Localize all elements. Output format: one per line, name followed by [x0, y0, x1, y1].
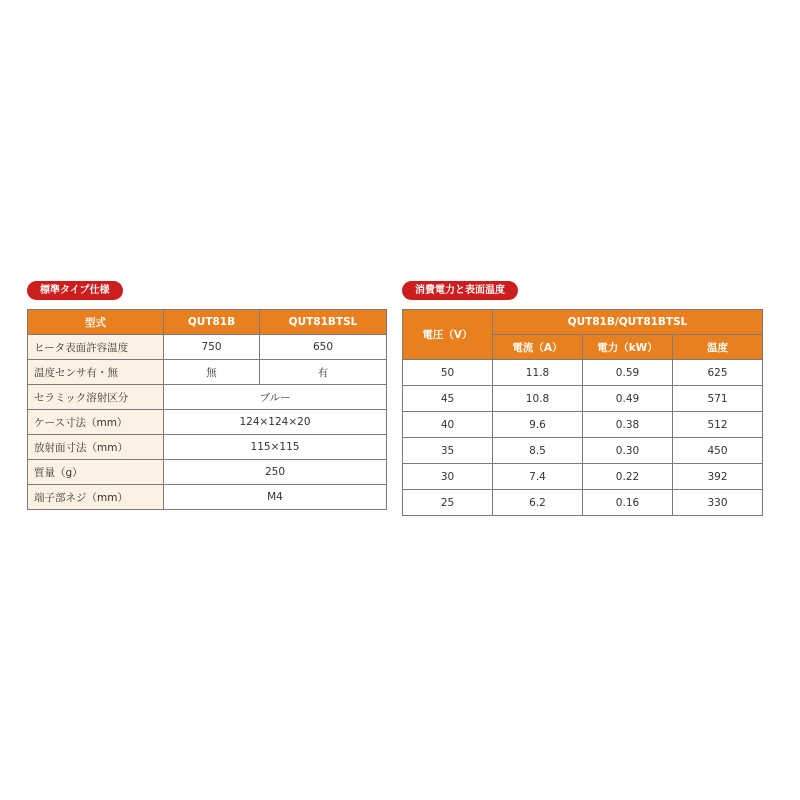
- spec-header-qut81b: QUT81B: [164, 310, 260, 335]
- table-row: [28, 360, 387, 385]
- table-row: [403, 386, 763, 412]
- power-cell: 6.2: [493, 490, 583, 516]
- power-cell: 0.22: [583, 464, 673, 490]
- power-cell: 0.49: [583, 386, 673, 412]
- power-cell: 512: [673, 412, 763, 438]
- power-header-voltage: 電圧（V）: [403, 310, 493, 360]
- spec-cell: M4: [164, 485, 387, 510]
- power-table: [402, 309, 763, 516]
- power-header-group: QUT81B/QUT81BTSL: [493, 310, 763, 335]
- table-row: [28, 485, 387, 510]
- power-cell: 0.30: [583, 438, 673, 464]
- power-cell: 7.4: [493, 464, 583, 490]
- spec-row-label: 端子部ネジ（mm）: [28, 485, 164, 510]
- power-cell: 45: [403, 386, 493, 412]
- spec-row-label: 質量（g）: [28, 460, 164, 485]
- table-row: [28, 435, 387, 460]
- spec-cell: 115×115: [164, 435, 387, 460]
- power-cell: 8.5: [493, 438, 583, 464]
- table-row: [403, 412, 763, 438]
- table-row: [403, 360, 763, 386]
- spec-row-label: ケース寸法（mm）: [28, 410, 164, 435]
- power-cell: 35: [403, 438, 493, 464]
- spec-cell: ブルー: [164, 385, 387, 410]
- power-cell: 0.16: [583, 490, 673, 516]
- power-header-current: 電流（A）: [493, 335, 583, 360]
- power-section-badge: 消費電力と表面温度: [402, 281, 518, 300]
- power-header-temperature: 温度: [673, 335, 763, 360]
- spec-cell: 250: [164, 460, 387, 485]
- spec-cell: 650: [260, 335, 387, 360]
- power-cell: 392: [673, 464, 763, 490]
- table-row: [28, 335, 387, 360]
- table-row: [28, 410, 387, 435]
- table-row: [403, 438, 763, 464]
- table-row: [28, 385, 387, 410]
- power-cell: 571: [673, 386, 763, 412]
- power-cell: 0.38: [583, 412, 673, 438]
- power-cell: 9.6: [493, 412, 583, 438]
- power-header-row: [403, 310, 763, 335]
- power-header-power: 電力（kW）: [583, 335, 673, 360]
- spec-row-label: 放射面寸法（mm）: [28, 435, 164, 460]
- spec-cell: 有: [260, 360, 387, 385]
- spec-row-label: セラミック溶射区分: [28, 385, 164, 410]
- power-cell: 40: [403, 412, 493, 438]
- spec-section-badge: 標準タイプ仕様: [27, 281, 123, 300]
- spec-cell: 124×124×20: [164, 410, 387, 435]
- spec-cell: 750: [164, 335, 260, 360]
- power-cell: 330: [673, 490, 763, 516]
- power-cell: 625: [673, 360, 763, 386]
- table-row: [403, 490, 763, 516]
- power-cell: 25: [403, 490, 493, 516]
- power-cell: 11.8: [493, 360, 583, 386]
- spec-row-label: ヒータ表面許容温度: [28, 335, 164, 360]
- power-cell: 30: [403, 464, 493, 490]
- power-cell: 0.59: [583, 360, 673, 386]
- spec-header-row: [28, 310, 387, 335]
- power-cell: 450: [673, 438, 763, 464]
- table-row: [403, 464, 763, 490]
- table-row: [28, 460, 387, 485]
- spec-header-model: 型式: [28, 310, 164, 335]
- spec-row-label: 温度センサ有・無: [28, 360, 164, 385]
- power-cell: 50: [403, 360, 493, 386]
- spec-header-qut81btsl: QUT81BTSL: [260, 310, 387, 335]
- spec-cell: 無: [164, 360, 260, 385]
- spec-table: [27, 309, 387, 510]
- power-cell: 10.8: [493, 386, 583, 412]
